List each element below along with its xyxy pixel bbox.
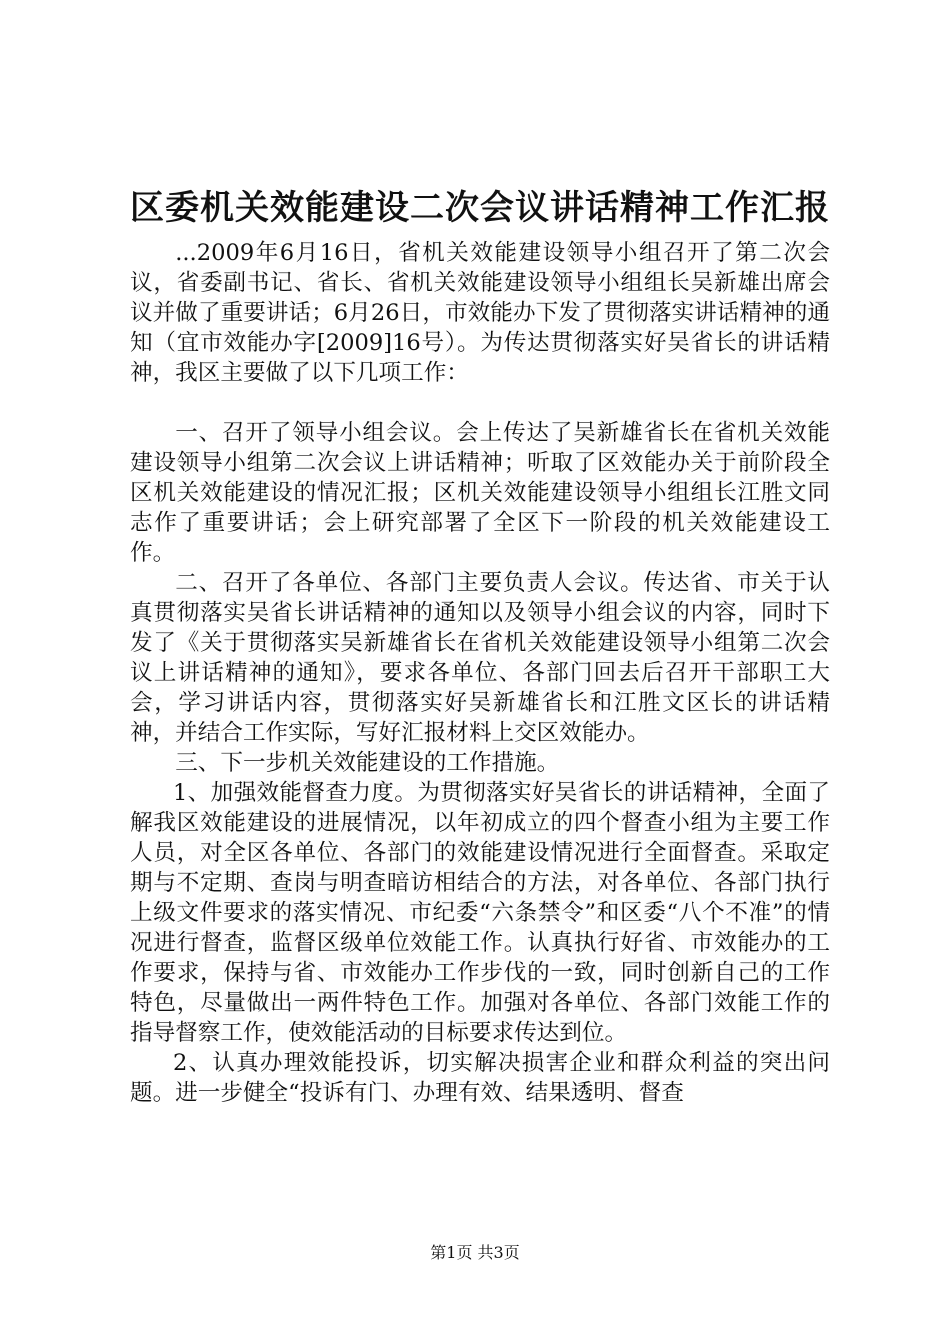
paragraph-intro: ...2009年6月16日，省机关效能建设领导小组召开了第二次会议，省委副书记、省长、省机关效能建设领导小组组长吴新雄出席会议并做了重要讲话；6月26日，市效能办下发了贯彻落实讲话精神的通知（宜市效能办字[2009]16号）。为传达贯彻落实好吴省长的讲话精神，我区主要做了以下几项工作：	[130, 240, 830, 386]
paragraph-measure-2: 2、认真办理效能投诉，切实解决损害企业和群众利益的突出问题。进一步健全“投诉有门、办理有效、结果透明、督查	[130, 1050, 830, 1106]
paragraph-section-2: 二、召开了各单位、各部门主要负责人会议。传达省、市关于认真贯彻落实吴省长讲话精神的通知以及领导小组会议的内容，同时下发了《关于贯彻落实吴新雄省长在省机关效能建设领导小组第二次会议上讲话精神的通知》，要求各单位、各部门回去后召开干部职工大会，学习讲话内容，贯彻落实好吴新雄省长和江胜文区长的讲话精神，并结合工作实际，写好汇报材料上交区效能办。	[130, 570, 830, 746]
paragraph-section-3: 三、下一步机关效能建设的工作措施。	[175, 750, 560, 776]
paragraph-section-1: 一、召开了领导小组会议。会上传达了吴新雄省长在省机关效能建设领导小组第二次会议上讲话精神；听取了区效能办关于前阶段全区机关效能建设的情况汇报；区机关效能建设领导小组组长江胜文同志作了重要讲话；会上研究部署了全区下一阶段的机关效能建设工作。	[130, 420, 830, 566]
document-title: 区委机关效能建设二次会议讲话精神工作汇报	[130, 188, 830, 228]
paragraph-measure-1: 1、加强效能督查力度。为贯彻落实好吴省长的讲话精神，全面了解我区效能建设的进展情况，以年初成立的四个督查小组为主要工作人员，对全区各单位、各部门的效能建设情况进行全面督查。采取定期与不定期、查岗与明查暗访相结合的方法，对各单位、各部门执行上级文件要求的落实情况、市纪委“六条禁令”和区委“八个不准”的情况进行督查，监督区级单位效能工作。认真执行好省、市效能办的工作要求，保持与省、市效能办工作步伐的一致，同时创新自己的工作特色，尽量做出一两件特色工作。加强对各单位、各部门效能工作的指导督察工作，使效能活动的目标要求传达到位。	[130, 780, 830, 1046]
page-number: 第1页 共3页	[430, 1243, 520, 1262]
document-body	[130, 238, 830, 1108]
